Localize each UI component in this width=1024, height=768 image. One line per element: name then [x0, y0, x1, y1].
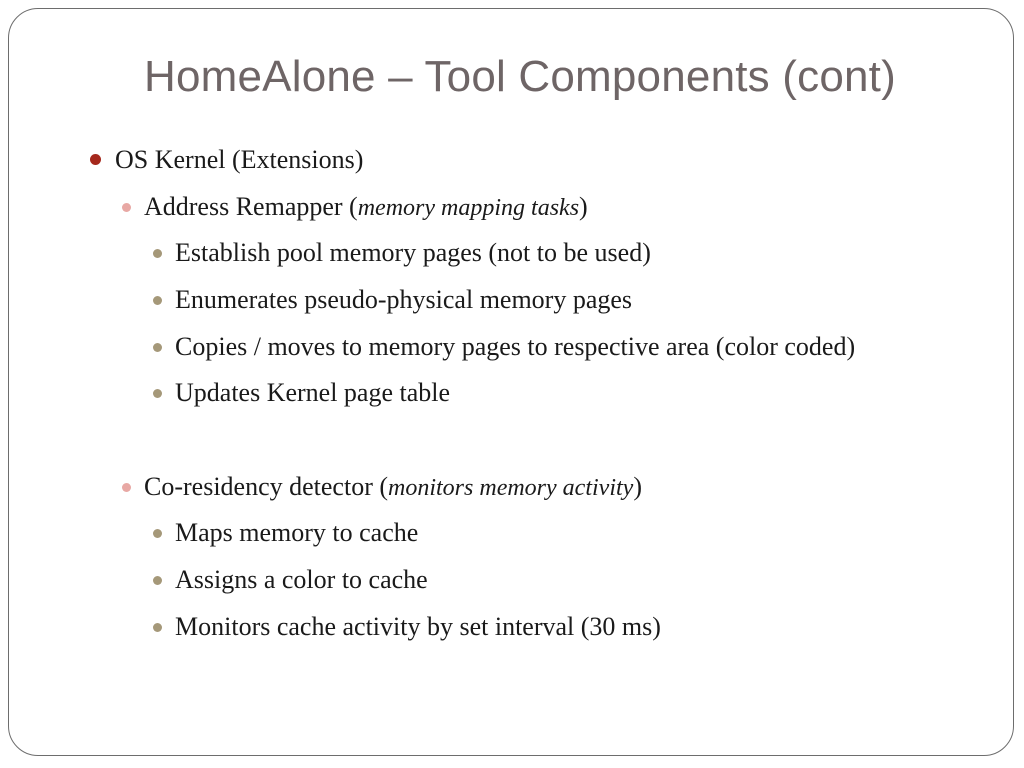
- list-item: [153, 612, 661, 642]
- bullet-dot-icon: [153, 576, 162, 585]
- list-item-text: Assigns a color to cache: [175, 565, 428, 594]
- bullet-dot-icon: [122, 483, 131, 492]
- bullet-dot-icon: [153, 389, 162, 398]
- list-item: [153, 565, 428, 595]
- list-item: [153, 332, 855, 362]
- coresidency-close: ): [633, 472, 642, 501]
- list-item: [153, 238, 651, 268]
- os-kernel-text: OS Kernel (Extensions): [115, 145, 364, 174]
- bullet-dot-icon: [153, 623, 162, 632]
- list-item: [153, 378, 450, 408]
- coresidency-italic: monitors memory activity: [388, 475, 634, 501]
- address-remapper-label: Address Remapper (: [144, 192, 358, 221]
- address-remapper-close: ): [579, 192, 588, 221]
- address-remapper-italic: memory mapping tasks: [357, 195, 580, 221]
- bullet-dot-icon: [153, 296, 162, 305]
- bullet-dot-icon: [122, 203, 131, 212]
- list-item: [153, 518, 418, 548]
- list-item-text: Maps memory to cache: [175, 518, 419, 547]
- list-item-text: Monitors cache activity by set interval (30 ms): [175, 612, 661, 641]
- bullet-dot-icon: [90, 154, 101, 165]
- bullet-dot-icon: [153, 343, 162, 352]
- list-item-text: Copies / moves to memory pages to respective area (color coded): [175, 332, 856, 361]
- coresidency-label: Co-residency detector (: [144, 472, 389, 501]
- bullet-os-kernel: [90, 145, 363, 175]
- list-item: [153, 285, 632, 315]
- bullet-dot-icon: [153, 249, 162, 258]
- list-item-text: Enumerates pseudo-physical memory pages: [175, 285, 633, 314]
- slide-title: HomeAlone – Tool Components (cont): [144, 52, 896, 101]
- bullet-dot-icon: [153, 529, 162, 538]
- list-item-text: Updates Kernel page table: [175, 378, 451, 407]
- bullet-address-remapper: [122, 192, 588, 222]
- list-item-text: Establish pool memory pages (not to be used): [175, 238, 651, 267]
- bullet-coresidency-detector: [122, 472, 642, 502]
